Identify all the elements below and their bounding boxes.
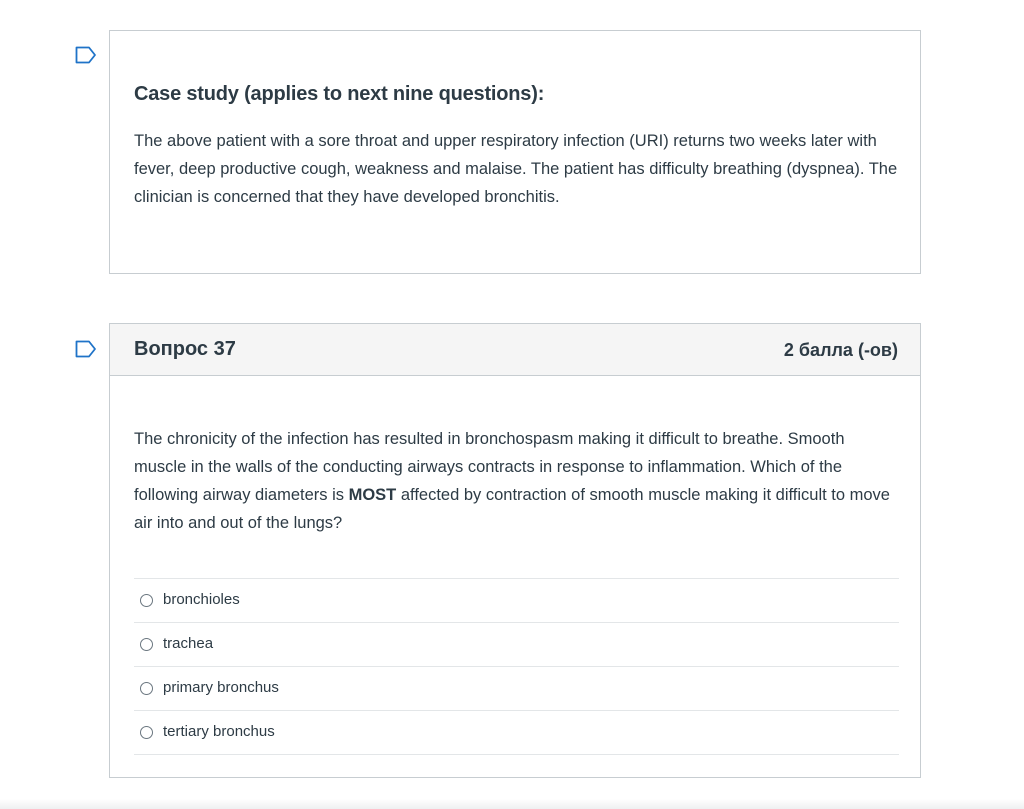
radio-unselected-icon[interactable] (140, 638, 153, 651)
question-card (109, 323, 921, 778)
case-study-title: Case study (applies to next nine questions): (134, 83, 545, 105)
question-text-part1: The chronicity of the infection has resulted in bronchospasm making it difficult to breathe. Smooth muscle in the walls of the conducting airways contracts in response to inflammation. Which of the following airway diameters is (134, 430, 845, 504)
answer-list (134, 578, 899, 755)
answer-option[interactable] (134, 623, 899, 667)
question-text (134, 425, 899, 537)
question-points: 2 балла (-ов) (783, 340, 898, 360)
answer-option[interactable] (134, 711, 899, 755)
flag-bookmark-icon[interactable] (75, 46, 97, 64)
flag-bookmark-icon[interactable] (75, 340, 97, 358)
answer-label: primary bronchus (163, 679, 279, 696)
question-title: Вопрос 37 (134, 338, 236, 360)
radio-unselected-icon[interactable] (140, 594, 153, 607)
question-text-emphasis: MOST (348, 486, 397, 504)
answer-label: tertiary bronchus (163, 723, 275, 740)
answer-label: trachea (163, 635, 214, 652)
answer-option[interactable] (134, 667, 899, 711)
answer-option[interactable] (134, 579, 899, 623)
page-bottom-edge (0, 799, 1024, 809)
answer-label: bronchioles (163, 591, 240, 608)
radio-unselected-icon[interactable] (140, 682, 153, 695)
radio-unselected-icon[interactable] (140, 726, 153, 739)
question-text-part2: affected by contraction of smooth muscle making it difficult to move air into and out of the lungs? (134, 486, 890, 532)
case-study-text: The above patient with a sore throat and upper respiratory infection (URI) returns two weeks later with fever, deep productive cough, weakness and malaise. The patient has difficulty breathing (dyspnea). The clinician is concerned that they have developed bronchitis. (134, 132, 898, 206)
case-study-card (109, 30, 921, 274)
question-header (110, 324, 920, 376)
